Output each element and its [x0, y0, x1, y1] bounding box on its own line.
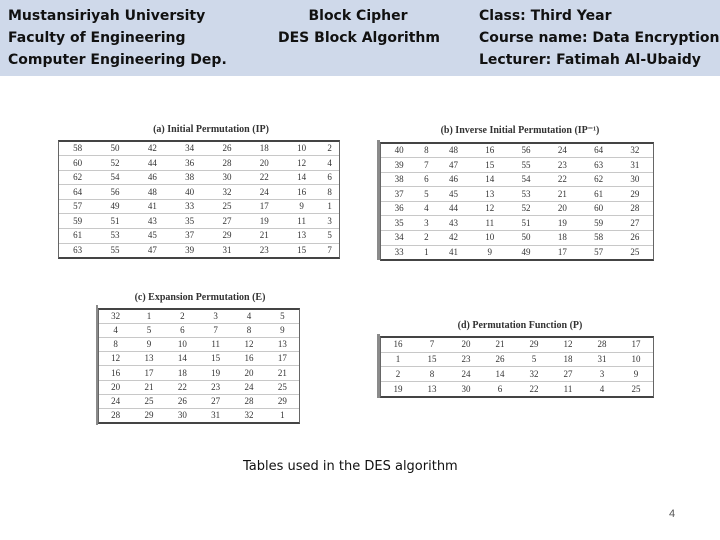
table-cell: 63	[73, 244, 83, 255]
table-cell: 24	[557, 145, 567, 156]
table-cell: 12	[111, 353, 121, 364]
table-cell: 16	[297, 186, 307, 197]
table-cell: 9	[146, 339, 152, 350]
table-row	[381, 201, 653, 216]
table-cell: 29	[144, 409, 154, 420]
table-cell: 30	[630, 174, 640, 185]
table-cell: 42	[449, 232, 459, 243]
table-cell: 6	[327, 172, 332, 183]
table-cell: 9	[299, 201, 304, 212]
table-cell: 64	[594, 145, 604, 156]
table-cell: 49	[110, 201, 120, 212]
table-cell: 59	[73, 215, 83, 226]
table-cell: 16	[393, 339, 403, 350]
table-row	[59, 228, 339, 243]
table-row	[59, 199, 339, 214]
table-cell: 29	[529, 339, 539, 350]
table-cell: 21	[495, 339, 505, 350]
table-cell: 8	[429, 368, 435, 379]
table-cell: 33	[394, 246, 404, 257]
table-cell: 30	[177, 409, 187, 420]
table-cell: 63	[594, 159, 604, 170]
table-cell: 32	[244, 409, 254, 420]
table-cell: 20	[244, 367, 254, 378]
page-number: 4	[669, 508, 676, 520]
table-cell: 51	[521, 217, 531, 228]
table-cell: 31	[597, 354, 607, 365]
table-cell: 23	[461, 354, 471, 365]
pf-table-title: (d) Permutation Function (P)	[457, 320, 583, 331]
table-cell: 10	[297, 143, 307, 154]
table-cell: 16	[111, 367, 121, 378]
table-cell: 36	[185, 157, 195, 168]
ep-table	[98, 308, 300, 424]
table-cell: 37	[185, 230, 195, 241]
table-cell: 39	[185, 244, 195, 255]
table-cell: 11	[211, 339, 220, 350]
table-cell: 16	[244, 353, 254, 364]
table-cell: 8	[113, 339, 118, 350]
table-cell: 18	[563, 354, 573, 365]
table-row	[99, 352, 299, 366]
table-cell: 4	[327, 157, 332, 168]
table-cell: 13	[485, 188, 495, 199]
table-cell: 15	[427, 354, 437, 365]
table-cell: 26	[177, 395, 187, 406]
table-cell: 23	[557, 159, 567, 170]
table-cell: 12	[563, 339, 573, 350]
table-cell: 55	[110, 244, 120, 255]
table-cell: 2	[395, 368, 401, 379]
table-cell: 19	[211, 367, 221, 378]
table-cell: 25	[144, 395, 154, 406]
table-cell: 14	[297, 172, 307, 183]
table-cell: 32	[222, 186, 232, 197]
table-row	[381, 144, 653, 158]
table-cell: 42	[147, 143, 157, 154]
table-cell: 9	[633, 368, 639, 379]
table-cell: 60	[594, 203, 604, 214]
table-cell: 31	[222, 244, 232, 255]
table-cell: 27	[222, 215, 232, 226]
university-info	[8, 5, 227, 71]
table-cell: 2	[424, 232, 429, 243]
table-cell: 11	[563, 383, 573, 394]
table-row	[381, 382, 653, 396]
table-cell: 38	[394, 174, 404, 185]
table-cell: 61	[73, 230, 83, 241]
course-name: Course name: Data Encryption	[479, 30, 720, 46]
table-cell: 10	[631, 354, 641, 365]
ep-table-grid	[99, 310, 299, 422]
table-row	[381, 352, 653, 367]
table-cell: 49	[521, 246, 531, 257]
table-cell: 26	[495, 354, 505, 365]
table-cell: 19	[393, 383, 403, 394]
table-row	[381, 172, 653, 187]
table-cell: 55	[521, 159, 531, 170]
table-cell: 21	[259, 230, 269, 241]
table-cell: 4	[246, 311, 252, 322]
table-row	[59, 185, 339, 200]
table-cell: 24	[244, 381, 254, 392]
table-row	[59, 156, 339, 171]
table-cell: 40	[185, 186, 195, 197]
table-cell: 28	[111, 409, 121, 420]
table-cell: 21	[144, 381, 154, 392]
pf-table	[380, 336, 654, 398]
table-row	[381, 187, 653, 202]
course-info	[479, 5, 719, 71]
table-cell: 35	[394, 217, 404, 228]
table-cell: 15	[485, 159, 495, 170]
table-row	[59, 214, 339, 229]
table-cell: 4	[599, 383, 605, 394]
topic-title: Block Cipher	[308, 8, 408, 24]
table-cell: 14	[495, 368, 505, 379]
table-cell: 34	[185, 143, 195, 154]
table-cell: 25	[631, 383, 641, 394]
department-name: Computer Engineering Dep.	[8, 52, 227, 68]
table-cell: 27	[211, 395, 221, 406]
table-cell: 44	[449, 203, 459, 214]
table-row	[381, 158, 653, 173]
table-cell: 10	[485, 232, 495, 243]
ip-table-grid	[59, 142, 339, 257]
table-cell: 11	[485, 217, 495, 228]
table-cell: 31	[211, 409, 221, 420]
table-cell: 32	[111, 311, 121, 322]
table-cell: 20	[557, 203, 567, 214]
table-cell: 24	[461, 368, 471, 379]
table-cell: 48	[147, 186, 157, 197]
table-cell: 8	[327, 186, 332, 197]
table-cell: 19	[557, 217, 567, 228]
pf-table-grid	[381, 338, 653, 396]
table-row	[99, 324, 299, 338]
table-cell: 45	[147, 230, 157, 241]
table-cell: 50	[521, 232, 531, 243]
table-row	[99, 338, 299, 352]
table-cell: 22	[177, 381, 187, 392]
table-row	[381, 338, 653, 352]
table-cell: 7	[327, 244, 332, 255]
table-row	[59, 170, 339, 185]
table-cell: 8	[246, 325, 252, 336]
table-cell: 43	[147, 215, 157, 226]
table-cell: 57	[594, 246, 604, 257]
table-cell: 8	[424, 145, 429, 156]
table-row	[99, 408, 299, 422]
table-cell: 9	[487, 246, 493, 257]
table-cell: 48	[449, 145, 459, 156]
table-cell: 33	[185, 201, 195, 212]
table-cell: 54	[521, 174, 531, 185]
table-cell: 61	[594, 188, 604, 199]
table-cell: 22	[557, 174, 567, 185]
iip-table-grid	[381, 144, 653, 259]
table-cell: 30	[461, 383, 471, 394]
table-cell: 46	[449, 174, 459, 185]
table-cell: 18	[177, 367, 187, 378]
table-cell: 12	[297, 157, 307, 168]
table-cell: 19	[259, 215, 269, 226]
table-cell: 21	[277, 367, 287, 378]
table-cell: 50	[110, 143, 120, 154]
table-cell: 2	[180, 311, 185, 322]
table-cell: 3	[424, 217, 429, 228]
table-cell: 34	[394, 232, 404, 243]
table-cell: 15	[211, 353, 221, 364]
table-cell: 13	[277, 339, 287, 350]
table-row	[99, 380, 299, 394]
faculty-name: Faculty of Engineering	[8, 30, 186, 46]
table-cell: 21	[557, 188, 567, 199]
table-row	[99, 310, 299, 324]
table-cell: 45	[449, 188, 459, 199]
table-cell: 7	[213, 325, 218, 336]
table-cell: 25	[277, 381, 287, 392]
table-cell: 24	[111, 395, 121, 406]
table-cell: 32	[630, 145, 640, 156]
table-cell: 64	[73, 186, 83, 197]
table-cell: 62	[594, 174, 604, 185]
table-cell: 47	[449, 159, 459, 170]
slide-header	[0, 0, 720, 76]
table-cell: 26	[630, 232, 640, 243]
table-cell: 4	[424, 203, 429, 214]
table-row	[381, 245, 653, 259]
table-cell: 60	[73, 157, 83, 168]
table-cell: 43	[449, 217, 459, 228]
table-cell: 1	[395, 354, 401, 365]
table-cell: 17	[631, 339, 641, 350]
table-cell: 20	[461, 339, 471, 350]
table-cell: 17	[277, 353, 287, 364]
table-cell: 44	[147, 157, 157, 168]
figure-caption: Tables used in the DES algorithm	[243, 459, 458, 474]
table-cell: 22	[259, 172, 269, 183]
table-cell: 17	[557, 246, 567, 257]
table-cell: 28	[244, 395, 254, 406]
table-cell: 38	[185, 172, 195, 183]
table-row	[381, 367, 653, 382]
table-cell: 5	[327, 230, 332, 241]
table-cell: 5	[280, 311, 285, 322]
table-cell: 13	[144, 353, 154, 364]
ip-table-title: (a) Initial Permutation (IP)	[153, 124, 269, 135]
table-cell: 17	[144, 367, 154, 378]
table-cell: 29	[277, 395, 287, 406]
table-cell: 3	[599, 368, 605, 379]
table-cell: 47	[147, 244, 157, 255]
table-cell: 39	[394, 159, 404, 170]
table-cell: 30	[222, 172, 232, 183]
table-cell: 11	[297, 215, 306, 226]
table-cell: 4	[113, 325, 118, 336]
table-row	[59, 243, 339, 257]
table-row	[99, 394, 299, 408]
table-row	[381, 216, 653, 231]
table-cell: 16	[485, 145, 495, 156]
table-cell: 46	[147, 172, 157, 183]
table-cell: 23	[211, 381, 221, 392]
table-cell: 28	[597, 339, 607, 350]
table-cell: 7	[429, 339, 435, 350]
table-cell: 28	[222, 157, 232, 168]
table-cell: 14	[177, 353, 187, 364]
table-cell: 6	[424, 174, 429, 185]
table-cell: 35	[185, 215, 195, 226]
table-cell: 6	[497, 383, 503, 394]
table-cell: 37	[394, 188, 404, 199]
table-cell: 12	[244, 339, 254, 350]
ep-table-title: (c) Expansion Permutation (E)	[134, 292, 266, 303]
table-cell: 12	[485, 203, 495, 214]
table-cell: 1	[327, 201, 332, 212]
table-row	[59, 142, 339, 156]
table-cell: 25	[630, 246, 640, 257]
table-cell: 62	[73, 172, 83, 183]
table-cell: 2	[327, 143, 332, 154]
table-cell: 32	[529, 368, 539, 379]
table-cell: 1	[424, 246, 429, 257]
table-cell: 56	[110, 186, 120, 197]
table-cell: 51	[110, 215, 120, 226]
class-label: Class: Third Year	[479, 8, 612, 24]
table-cell: 59	[594, 217, 604, 228]
table-cell: 52	[521, 203, 531, 214]
table-cell: 10	[177, 339, 187, 350]
table-cell: 15	[297, 244, 307, 255]
topic-info	[278, 5, 438, 49]
table-cell: 13	[427, 383, 437, 394]
table-cell: 29	[222, 230, 232, 241]
table-cell: 25	[222, 201, 232, 212]
table-cell: 54	[110, 172, 120, 183]
table-row	[381, 230, 653, 245]
table-cell: 9	[280, 325, 285, 336]
topic-subtitle: DES Block Algorithm	[278, 30, 440, 46]
lecturer-name: Lecturer: Fatimah Al-Ubaidy	[479, 52, 701, 68]
table-cell: 28	[630, 203, 640, 214]
table-cell: 13	[297, 230, 307, 241]
table-cell: 3	[213, 311, 218, 322]
table-cell: 53	[110, 230, 120, 241]
table-cell: 31	[630, 159, 640, 170]
table-cell: 23	[259, 244, 269, 255]
table-cell: 3	[327, 215, 332, 226]
iip-table-title: (b) Inverse Initial Permutation (IP⁻¹)	[440, 125, 600, 136]
table-cell: 52	[110, 157, 120, 168]
table-cell: 5	[531, 354, 537, 365]
table-cell: 5	[424, 188, 429, 199]
table-row	[99, 366, 299, 380]
table-cell: 56	[521, 145, 531, 156]
iip-table	[380, 142, 654, 261]
table-cell: 22	[529, 383, 539, 394]
table-cell: 36	[394, 203, 404, 214]
table-cell: 18	[259, 143, 269, 154]
table-cell: 7	[424, 159, 429, 170]
table-cell: 41	[449, 246, 459, 257]
table-cell: 27	[563, 368, 573, 379]
table-cell: 5	[146, 325, 152, 336]
table-cell: 1	[280, 409, 285, 420]
ip-table	[58, 140, 340, 259]
table-cell: 40	[394, 145, 404, 156]
table-cell: 58	[73, 143, 83, 154]
table-cell: 57	[73, 201, 83, 212]
table-cell: 58	[594, 232, 604, 243]
table-cell: 26	[222, 143, 232, 154]
table-cell: 24	[259, 186, 269, 197]
table-cell: 29	[630, 188, 640, 199]
table-cell: 27	[630, 217, 640, 228]
table-cell: 53	[521, 188, 531, 199]
university-name: Mustansiriyah University	[8, 8, 206, 24]
table-cell: 20	[259, 157, 269, 168]
table-cell: 17	[259, 201, 269, 212]
table-cell: 14	[485, 174, 495, 185]
table-cell: 6	[180, 325, 185, 336]
table-cell: 1	[146, 311, 152, 322]
table-cell: 18	[557, 232, 567, 243]
table-cell: 20	[111, 381, 121, 392]
table-cell: 41	[147, 201, 157, 212]
